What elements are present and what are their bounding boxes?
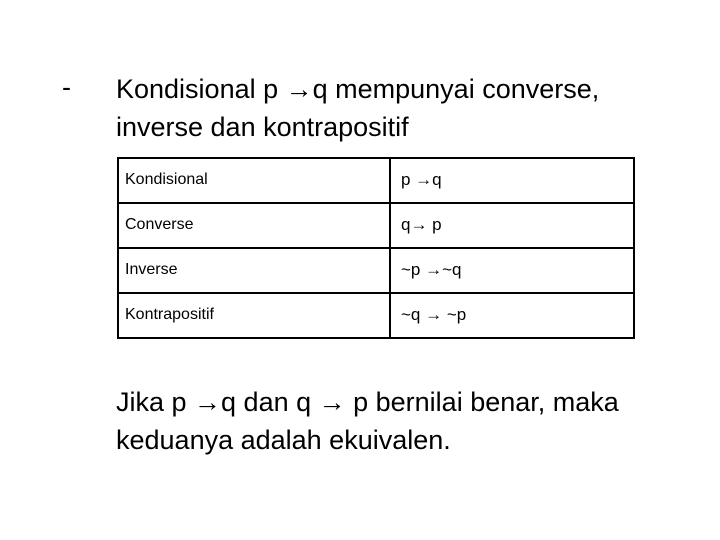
bullet-dash: -: [62, 72, 71, 102]
table-cell-form: q→ p: [401, 215, 442, 234]
table-row: [119, 159, 633, 204]
table-cell-form: ~q → ~p: [401, 305, 467, 324]
conclusion-text: Jika p →q dan q → p bernilai benar, maka keduanya adalah ekuivalen.: [116, 387, 619, 455]
table-row: [119, 294, 633, 337]
table-cell-form: p →q: [401, 170, 442, 189]
table-cell-name: Kondisional: [119, 159, 391, 202]
table-row: [119, 204, 633, 249]
logic-table: [117, 157, 635, 339]
table-cell-name: Kontrapositif: [119, 294, 391, 337]
table-cell-form: ~p →~q: [401, 260, 462, 279]
table-cell-name: Inverse: [119, 249, 391, 292]
table-cell-name: Converse: [119, 204, 391, 247]
heading-text: Kondisional p →q mempunyai converse, inverse dan kontrapositif: [116, 74, 600, 142]
table-row: [119, 249, 633, 294]
